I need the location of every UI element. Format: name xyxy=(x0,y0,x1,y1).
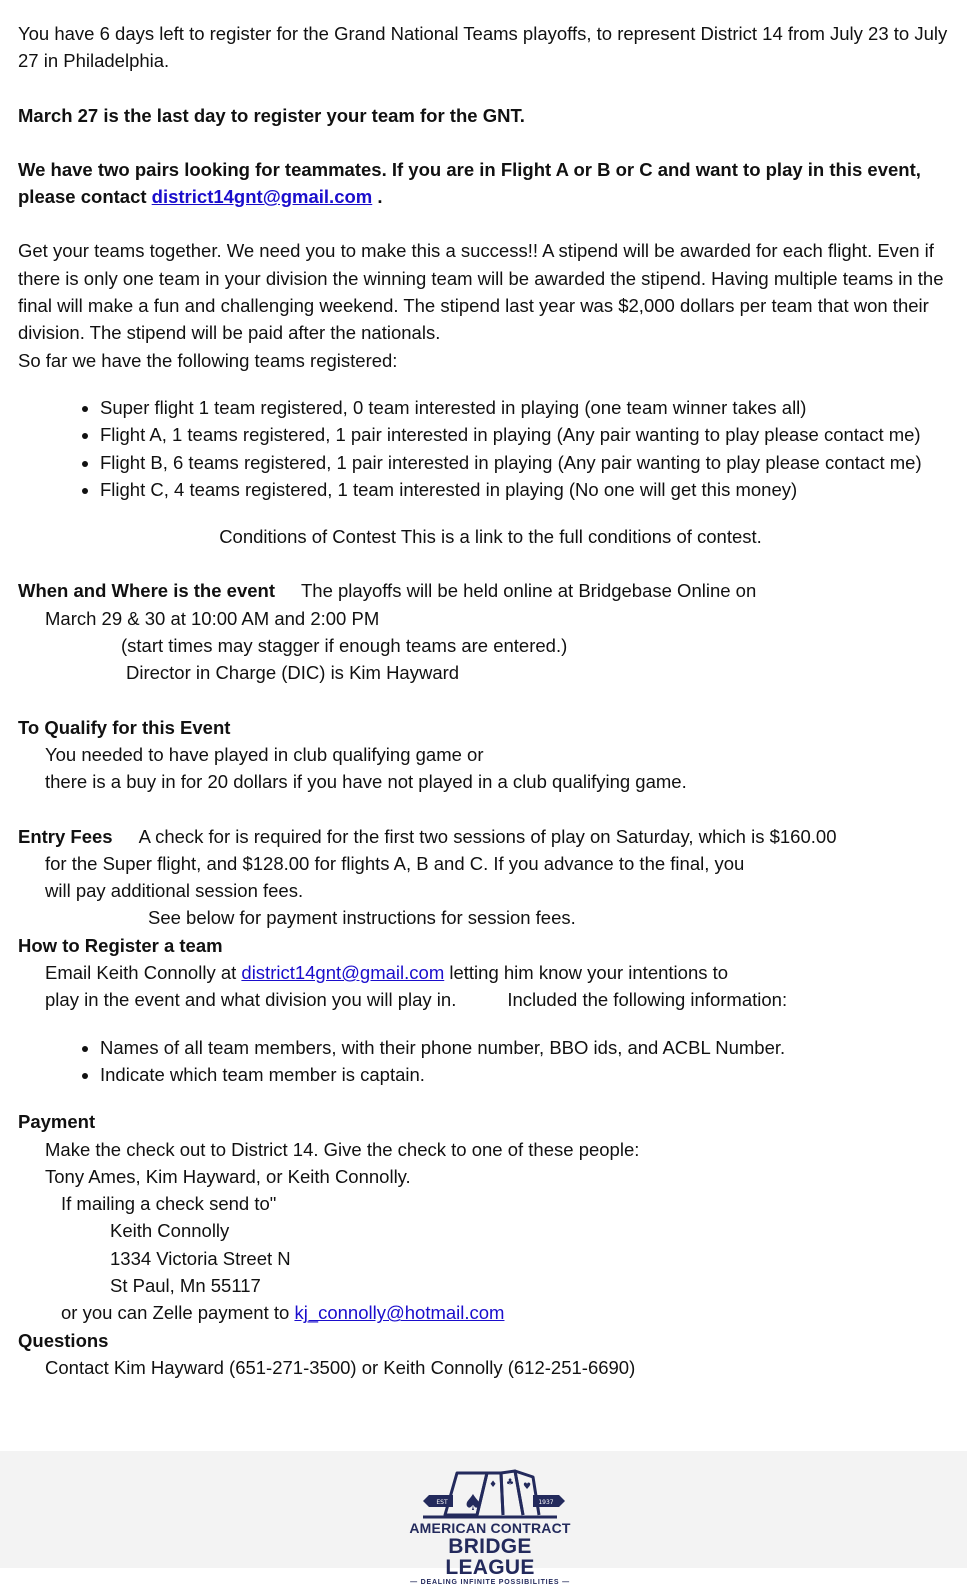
address-street: 1334 Victoria Street N xyxy=(110,1247,291,1269)
register-text2: play in the event and what division you will play in. Included the following information: xyxy=(45,989,788,1011)
email-footer xyxy=(0,1451,967,1586)
list-item: • Names of all team members, with their phone number, BBO ids, and ACBL Number. xyxy=(100,1034,963,1061)
logo-tagline: — DEALING INFINITE POSSIBILITIES — xyxy=(410,1579,570,1586)
deadline-text: March 27 is the last day to register your team for the GNT. xyxy=(18,104,525,126)
qualify-heading: To Qualify for this Event xyxy=(18,716,231,738)
pairs-notice: We have two pairs looking for teammates. If you are in Flight A or B or C and want to play in this event, please contact district14gnt@gmail.com . xyxy=(18,158,921,208)
teams-paragraph: Get your teams together. We need you to make this a success!! A stipend will be awarded for each flight. Even if there is only one team in your division the winning team will be awarded the stipend. Having multiple teams in the final will make a fun and challenging weekend. The stipend last year was $2,000 dollars per team that won their division. The stipend will be paid after the nationals. xyxy=(18,240,944,344)
register-text1: Email Keith Connolly at district14gnt@gmail.com letting him know your intentions to xyxy=(45,962,729,984)
qualify-text1: You needed to have played in club qualifying game or xyxy=(45,743,484,765)
fees-text3: will pay additional session fees. xyxy=(45,880,304,902)
so-far-text: So far we have the following teams registered: xyxy=(18,349,398,371)
register-email-link[interactable]: district14gnt@gmail.com xyxy=(241,962,445,984)
svg-text:1937: 1937 xyxy=(538,1499,554,1506)
svg-text:♠: ♠ xyxy=(463,1491,483,1516)
when-dates: March 29 & 30 at 10:00 AM and 2:00 PM xyxy=(45,607,380,629)
address-city: St Paul, Mn 55117 xyxy=(110,1274,261,1296)
list-item: • Super flight 1 team registered, 0 team interested in playing (one team winner takes all) xyxy=(100,394,963,421)
list-item: • Indicate which team member is captain. xyxy=(100,1061,963,1088)
svg-text:♥: ♥ xyxy=(522,1482,532,1492)
acbl-logo[interactable] xyxy=(404,1465,576,1586)
register-heading: How to Register a team xyxy=(18,934,223,956)
zelle-text: or you can Zelle payment to kj_connolly@hotmail.com xyxy=(61,1302,505,1324)
email-body xyxy=(18,20,963,1381)
list-item: • Flight B, 6 teams registered, 1 pair interested in playing (Any pair wanting to play please contact me) xyxy=(100,449,963,476)
list-item: • Flight A, 1 teams registered, 1 pair interested in playing (Any pair wanting to play please contact me) xyxy=(100,421,963,448)
pairs-email-link[interactable]: district14gnt@gmail.com xyxy=(151,186,373,208)
list-item: • Flight C, 4 teams registered, 1 team interested in playing (No one will get this money) xyxy=(100,476,963,503)
logo-line2: BRIDGE LEAGUE xyxy=(445,1535,535,1579)
when-heading: When and Where is the event xyxy=(18,580,275,602)
questions-text: Contact Kim Hayward (651-271-3500) or Keith Connolly (612-251-6690) xyxy=(45,1356,636,1378)
register-list xyxy=(18,1034,963,1089)
conditions-text: Conditions of Contest This is a link to the full conditions of contest. xyxy=(219,526,762,548)
svg-text:EST: EST xyxy=(436,1499,448,1506)
fees-text2: for the Super flight, and $128.00 for flights A, B and C. If you advance to the final, you xyxy=(45,852,745,874)
payment-text1: Make the check out to District 14. Give the check to one of these people: xyxy=(45,1138,640,1160)
when-note: (start times may stagger if enough teams are entered.) xyxy=(121,635,568,657)
qualify-text2: there is a buy in for 20 dollars if you have not played in a club qualifying game. xyxy=(45,771,687,793)
logo-line1: AMERICAN CONTRACT xyxy=(409,1520,571,1536)
svg-text:♣: ♣ xyxy=(505,1478,515,1488)
flights-list xyxy=(18,394,963,503)
address-name: Keith Connolly xyxy=(110,1220,230,1242)
when-director: Director in Charge (DIC) is Kim Hayward xyxy=(126,662,460,684)
intro-text: You have 6 days left to register for the Grand National Teams playoffs, to represent District 14 from July 23 to July 27 in Philadelphia. xyxy=(18,23,948,72)
questions-heading: Questions xyxy=(18,1329,109,1351)
payment-text3: If mailing a check send to" xyxy=(61,1193,277,1215)
cards-logo-icon xyxy=(415,1465,565,1523)
when-line: When and Where is the event The playoffs will be held online at Bridgebase Online on xyxy=(18,580,757,602)
payment-text2: Tony Ames, Kim Hayward, or Keith Connolly. xyxy=(45,1165,411,1187)
svg-text:♦: ♦ xyxy=(488,1480,498,1490)
payment-heading: Payment xyxy=(18,1111,96,1133)
fees-text4: See below for payment instructions for session fees. xyxy=(148,907,576,929)
fees-heading: Entry Fees xyxy=(18,825,113,847)
zelle-email-link[interactable]: kj_connolly@hotmail.com xyxy=(294,1302,505,1324)
fees-line: Entry Fees A check for is required for the first two sessions of play on Saturday, which is $160.00 xyxy=(18,825,837,847)
